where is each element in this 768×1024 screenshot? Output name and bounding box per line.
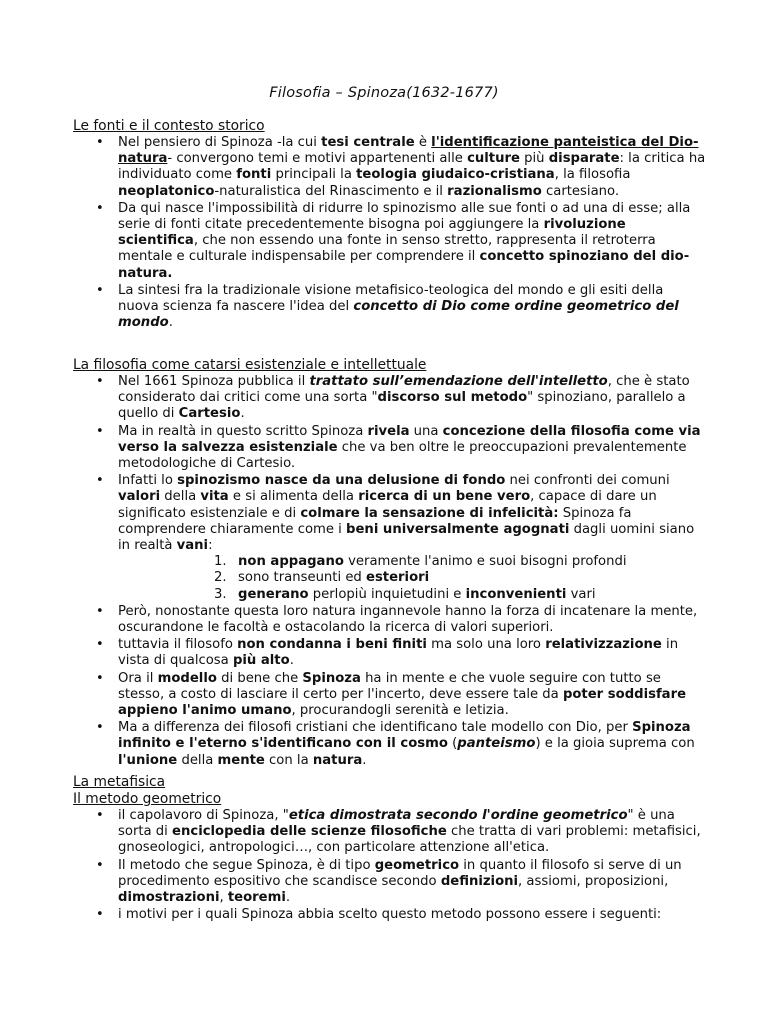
bullet-item bbox=[96, 201, 708, 282]
text-run: , bbox=[219, 890, 228, 906]
numbered-item bbox=[214, 587, 708, 603]
text-run: concetto di Dio come ordine geometrico del mondo bbox=[118, 299, 679, 331]
text-run: Cartesio bbox=[178, 406, 241, 422]
bullet-item bbox=[96, 374, 708, 423]
bullet-item bbox=[96, 473, 708, 603]
bullet-text bbox=[118, 473, 694, 553]
text-run: l'identificazione panteistica del Dio-natura bbox=[118, 135, 699, 167]
text-run: generano bbox=[238, 586, 309, 602]
text-run: in vista di qualcosa bbox=[118, 637, 679, 669]
text-run: inconvenienti bbox=[465, 586, 567, 602]
text-run: più alto bbox=[232, 653, 290, 669]
numbered-item bbox=[214, 554, 708, 570]
bullet-item bbox=[96, 135, 708, 200]
section-catarsi-list bbox=[96, 374, 708, 770]
item-number: 2. bbox=[214, 570, 227, 586]
text-run: definizioni bbox=[440, 873, 519, 889]
text-run: esteriori bbox=[366, 570, 430, 586]
text-run: Ma in realtà in questo scritto Spinoza bbox=[118, 423, 368, 439]
item-text bbox=[238, 587, 596, 602]
text-run: i motivi per i quali Spinoza abbia scelto questo metodo possono essere i seguenti: bbox=[118, 907, 662, 923]
text-run: Nel 1661 Spinoza pubblica il bbox=[118, 374, 310, 389]
text-run: tesi centrale bbox=[321, 135, 415, 150]
text-run: disparate bbox=[548, 151, 620, 167]
numbered-item bbox=[214, 570, 708, 586]
text-run: di bene che bbox=[216, 670, 303, 686]
text-run: . bbox=[285, 890, 291, 906]
bullet-item bbox=[96, 808, 708, 857]
text-run: trattato sull’emendazione dell'intelletto bbox=[309, 374, 608, 389]
section-subheading-metodo: Il metodo geometrico bbox=[73, 791, 222, 807]
text-run: della bbox=[160, 489, 201, 505]
text-run: . bbox=[362, 752, 367, 768]
text-run: con la bbox=[264, 752, 313, 768]
bullet-item bbox=[96, 907, 708, 923]
text-run: beni universalmente agognati bbox=[346, 521, 570, 537]
text-run: in quanto il filosofo si serve di un procedimento espositivo che scandisce secondo bbox=[118, 857, 682, 889]
text-run: , che non essendo una fonte in senso stretto, rappresenta il retroterra mentale e culturale indispensabile per comprendere il bbox=[118, 233, 656, 265]
text-run: fonti bbox=[236, 167, 272, 183]
bullet-item bbox=[96, 283, 708, 332]
text-run: poter soddisfare appieno l'animo umano bbox=[118, 686, 687, 719]
text-run: veramente l'animo e suoi bisogni profondi bbox=[343, 554, 627, 570]
text-run: " è una sorta di bbox=[118, 808, 675, 840]
text-run: è bbox=[414, 135, 432, 150]
text-run: - convergono temi e motivi appartenenti alle bbox=[167, 151, 468, 167]
text-run: Ora il bbox=[118, 670, 158, 686]
section-heading-catarsi: La filosofia come catarsi esistenziale e intellettuale bbox=[73, 357, 427, 373]
text-run: panteismo bbox=[457, 736, 536, 752]
text-run: cartesiano. bbox=[541, 183, 620, 199]
text-run: della bbox=[177, 752, 218, 768]
text-run: , capace di dare un significato esistenziale e di bbox=[118, 489, 657, 521]
text-run: principali la bbox=[271, 167, 357, 183]
text-run: neoplatonico bbox=[118, 183, 215, 199]
bullet-item bbox=[96, 424, 708, 473]
text-run: -naturalistica del Rinascimento e il bbox=[214, 183, 448, 199]
section-heading-metafisica: La metafisica bbox=[73, 774, 166, 790]
text-run: nei confronti dei comuni bbox=[505, 473, 670, 489]
text-run: vani bbox=[176, 538, 209, 554]
text-run: non condanna i beni finiti bbox=[237, 637, 427, 653]
text-run: , procurandogli serenità e letizia. bbox=[291, 703, 509, 719]
text-run: perlopiù inquietudini e bbox=[308, 586, 466, 602]
section-metafisica-list bbox=[96, 808, 708, 924]
text-run: l'unione bbox=[118, 752, 178, 768]
bullet-item bbox=[96, 637, 708, 669]
text-run: " spinoziano, parallelo a quello di bbox=[118, 390, 686, 422]
text-run: ) e la gioia suprema con bbox=[535, 736, 695, 752]
text-run: vari bbox=[566, 586, 596, 602]
text-run: relativizzazione bbox=[545, 637, 662, 653]
text-run: geometrico bbox=[374, 857, 460, 873]
text-run: Spinoza fa comprendere chiaramente come i bbox=[118, 505, 632, 537]
text-run: tuttavia il filosofo bbox=[118, 637, 238, 653]
text-run: : la critica ha individuato come bbox=[118, 151, 706, 183]
text-run: non appagano bbox=[238, 554, 344, 570]
text-run: il capolavoro di Spinoza, " bbox=[118, 808, 289, 823]
text-run: che tratta di vari problemi: metafisici, gnoseologici, antropologici…, con particolare attenzione all'etica. bbox=[118, 824, 701, 856]
text-run: teologia giudaico-cristiana bbox=[356, 167, 555, 183]
text-run: dagli uomini siano in realtà bbox=[118, 521, 695, 554]
text-run: teoremi bbox=[227, 890, 286, 906]
text-run: discorso sul metodo bbox=[377, 390, 528, 406]
text-run: modello bbox=[157, 670, 217, 686]
text-run: ( bbox=[447, 736, 458, 752]
text-run: e si alimenta della bbox=[228, 489, 359, 505]
text-run: rivoluzione scientifica bbox=[118, 217, 626, 249]
document-title: Filosofia – Spinoza(1632-1677) bbox=[269, 85, 499, 101]
text-run: una bbox=[409, 423, 443, 439]
item-text bbox=[238, 570, 429, 585]
item-number: 3. bbox=[214, 586, 227, 602]
text-run: La sintesi fra la tradizionale visione metafisico-teologica del mondo e gli esiti della nuova scienza fa nascere l'idea del bbox=[118, 282, 664, 315]
text-run: concetto spinoziano del dio-natura. bbox=[118, 249, 690, 281]
text-run: . bbox=[289, 653, 294, 669]
text-run: , assiomi, proposizioni, bbox=[518, 873, 669, 889]
text-run: , che è stato considerato dai critici come una sorta " bbox=[118, 374, 690, 406]
text-run: etica dimostrata secondo l'ordine geometrico bbox=[288, 808, 628, 823]
text-run: ricerca di un bene vero bbox=[358, 489, 531, 505]
bullet-item bbox=[96, 604, 708, 636]
section-heading-fonti: Le fonti e il contesto storico bbox=[73, 118, 265, 134]
text-run: spinozismo nasce da una delusione di fondo bbox=[177, 473, 506, 489]
text-run: ma solo una loro bbox=[426, 637, 546, 653]
text-run: razionalismo bbox=[447, 183, 542, 199]
text-run: rivela bbox=[367, 423, 410, 439]
item-text bbox=[238, 554, 627, 569]
text-run: Spinoza infinito e l'eterno s'identificano con il cosmo bbox=[118, 720, 691, 752]
text-run: Spinoza bbox=[302, 670, 361, 686]
bullet-item bbox=[96, 858, 708, 907]
text-run: Da qui nasce l'impossibilità di ridurre lo spinozismo alle sue fonti o ad una di esse; alla serie di fonti citate precedentemente bisogna poi aggiungere la bbox=[118, 200, 691, 233]
text-run: mente bbox=[217, 752, 265, 768]
text-run: . bbox=[240, 406, 245, 422]
text-run: Infatti lo bbox=[118, 473, 178, 489]
text-run: colmare la sensazione di infelicità: bbox=[300, 505, 559, 521]
text-run: concezione della filosofia come via verso la salvezza esistenziale bbox=[118, 423, 701, 455]
text-run: . bbox=[168, 315, 173, 331]
text-run: Nel pensiero di Spinoza -la cui bbox=[118, 135, 322, 150]
text-run: Ma a differenza dei filosofi cristiani che identificano tale modello con Dio, per bbox=[118, 720, 633, 736]
text-run: enciclopedia delle scienze filosofiche bbox=[172, 824, 447, 840]
item-number: 1. bbox=[214, 554, 227, 570]
text-run: : bbox=[208, 538, 213, 554]
numbered-list bbox=[118, 554, 708, 603]
text-run: , la filosofia bbox=[554, 167, 631, 183]
text-run: che va ben oltre le preoccupazioni prevalentemente metodologiche di Cartesio. bbox=[118, 439, 687, 472]
bullet-item bbox=[96, 671, 708, 720]
text-run: natura bbox=[312, 752, 363, 768]
text-run: sono transeunti ed bbox=[238, 570, 366, 586]
text-run: vita bbox=[200, 489, 229, 505]
text-run: culture bbox=[467, 151, 520, 167]
text-run: ha in mente e che vuole seguire con tutto se stesso, a costo di lasciare il certo per l'incerto, deve essere tale da bbox=[118, 670, 661, 702]
text-run: Però, nonostante questa loro natura ingannevole hanno la forza di incatenare la mente, oscurandone le facoltà e ostacolando la ricerca di valori superiori. bbox=[118, 603, 698, 636]
text-run: più bbox=[519, 151, 549, 167]
text-run: Il metodo che segue Spinoza, è di tipo bbox=[118, 857, 375, 873]
section-fonti-list bbox=[96, 135, 708, 332]
text-run: valori bbox=[118, 489, 161, 505]
bullet-item bbox=[96, 720, 708, 769]
text-run: dimostrazioni bbox=[118, 890, 220, 906]
